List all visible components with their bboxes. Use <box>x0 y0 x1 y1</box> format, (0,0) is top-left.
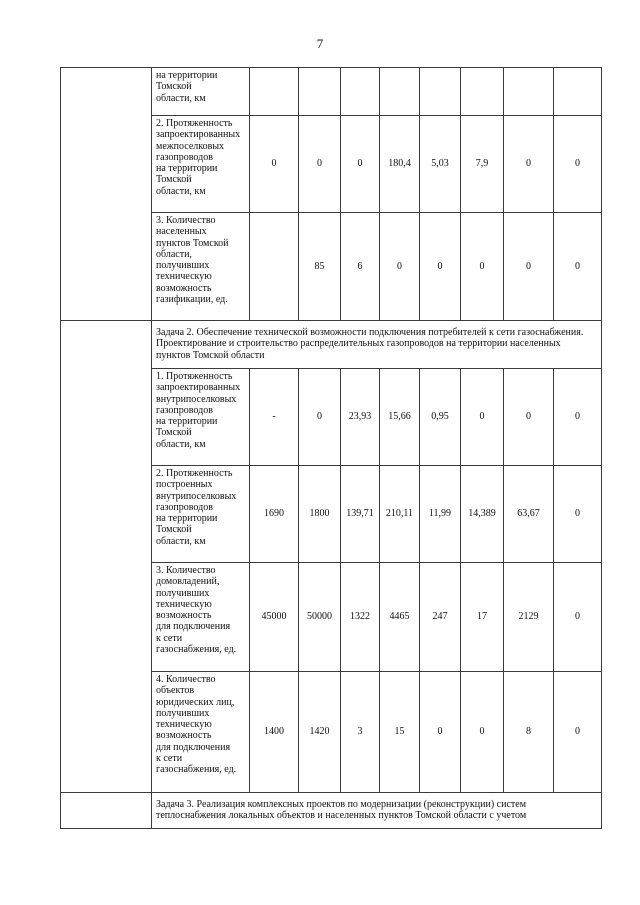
value-cell <box>250 213 299 321</box>
indicator-label: 2. Протяженность построенных внутрипоселковых газопроводов на территории Томской области, км <box>152 466 250 563</box>
indicator-label: 3. Количество населенных пунктов Томской области, получивших техническую возможность газификации, ед. <box>152 213 250 321</box>
value-cell: 0,95 <box>420 369 461 466</box>
task-2-title: Задача 2. Обеспечение технической возможности подключения потребителей к сети газоснабжения. Проектирование и строительство распределительных газопроводов на территории населенных пунктов Томской области <box>152 321 602 369</box>
empty-cell <box>61 793 152 829</box>
value-cell: 0 <box>299 369 341 466</box>
value-cell: 0 <box>380 213 420 321</box>
value-cell: 0 <box>420 213 461 321</box>
value-cell <box>380 68 420 116</box>
value-cell: 8 <box>504 672 554 793</box>
value-cell: 180,4 <box>380 116 420 213</box>
value-cell <box>554 68 602 116</box>
task-3-title: Задача 3. Реализация комплексных проектов по модернизации (реконструкции) систем теплоснабжения локальных объектов и населенных пунктов Томской области с учетом <box>152 793 602 829</box>
indicator-label: 1. Протяженность запроектированных внутрипоселковых газопроводов на территории Томской области, км <box>152 369 250 466</box>
value-cell <box>341 68 380 116</box>
indicator-label: 2. Протяженность запроектированных межпоселковых газопроводов на территории Томской области, км <box>152 116 250 213</box>
value-cell: 247 <box>420 563 461 672</box>
value-cell: 210,11 <box>380 466 420 563</box>
value-cell <box>299 68 341 116</box>
task-row <box>61 321 602 369</box>
value-cell: 63,67 <box>504 466 554 563</box>
value-cell <box>420 68 461 116</box>
value-cell: 0 <box>554 672 602 793</box>
value-cell: 45000 <box>250 563 299 672</box>
value-cell: 0 <box>341 116 380 213</box>
value-cell: 2129 <box>504 563 554 672</box>
value-cell: 15,66 <box>380 369 420 466</box>
value-cell: 1420 <box>299 672 341 793</box>
table-row <box>61 68 602 116</box>
value-cell <box>504 68 554 116</box>
value-cell: 14,389 <box>461 466 504 563</box>
task-row <box>61 793 602 829</box>
value-cell: 0 <box>504 116 554 213</box>
value-cell: 0 <box>554 213 602 321</box>
value-cell: 17 <box>461 563 504 672</box>
value-cell: 1400 <box>250 672 299 793</box>
value-cell: 7,9 <box>461 116 504 213</box>
value-cell: 3 <box>341 672 380 793</box>
value-cell: 1800 <box>299 466 341 563</box>
value-cell: 0 <box>299 116 341 213</box>
value-cell: 0 <box>554 369 602 466</box>
value-cell: 1690 <box>250 466 299 563</box>
value-cell: 85 <box>299 213 341 321</box>
value-cell: 0 <box>461 672 504 793</box>
value-cell: 139,71 <box>341 466 380 563</box>
value-cell: 0 <box>554 116 602 213</box>
value-cell: 0 <box>461 369 504 466</box>
empty-cell <box>61 68 152 321</box>
value-cell: 15 <box>380 672 420 793</box>
value-cell: 50000 <box>299 563 341 672</box>
empty-cell <box>61 321 152 793</box>
indicator-label: 3. Количество домовладений, получивших техническую возможность для подключения к сети газоснабжения, ед. <box>152 563 250 672</box>
indicator-label: на территории Томской области, км <box>152 68 250 116</box>
value-cell: 6 <box>341 213 380 321</box>
value-cell <box>250 68 299 116</box>
indicators-table <box>60 67 602 829</box>
value-cell: 11,99 <box>420 466 461 563</box>
indicator-label: 4. Количество объектов юридических лиц, получивших техническую возможность для подключения к сети газоснабжения, ед. <box>152 672 250 793</box>
value-cell: 5,03 <box>420 116 461 213</box>
value-cell: 0 <box>554 563 602 672</box>
value-cell: 0 <box>250 116 299 213</box>
value-cell: 1322 <box>341 563 380 672</box>
value-cell: 0 <box>420 672 461 793</box>
value-cell: 0 <box>504 369 554 466</box>
value-cell <box>461 68 504 116</box>
page-number: 7 <box>316 36 324 51</box>
value-cell: 0 <box>504 213 554 321</box>
value-cell: 0 <box>461 213 504 321</box>
value-cell: - <box>250 369 299 466</box>
value-cell: 0 <box>554 466 602 563</box>
value-cell: 4465 <box>380 563 420 672</box>
value-cell: 23,93 <box>341 369 380 466</box>
